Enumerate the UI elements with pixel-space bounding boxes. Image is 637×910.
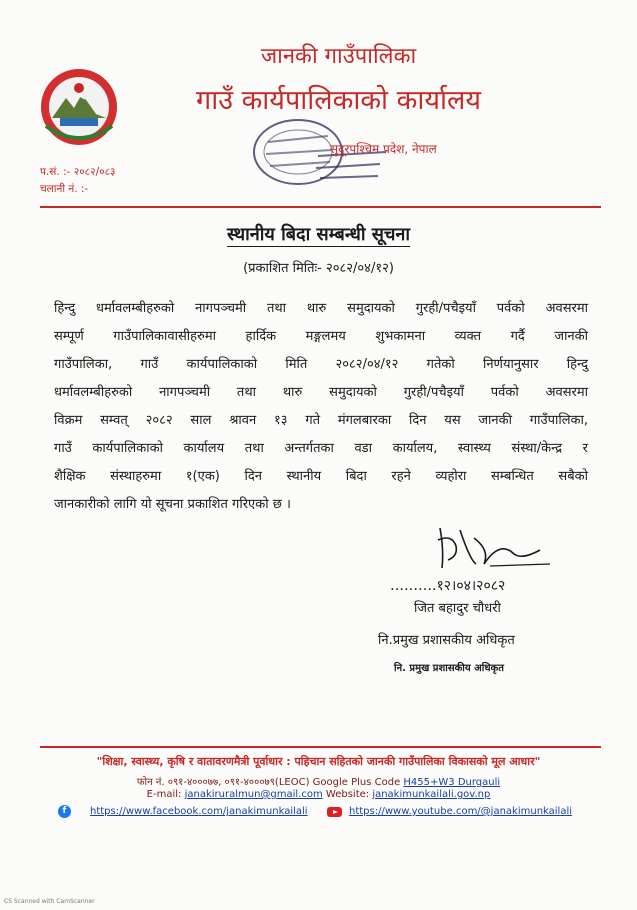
body-line: विक्रम सम्वत् २०८२ साल श्रावन १३ गते मंगलबारका दिन यस जानकी गाउँपालिका, (54, 413, 588, 428)
footer-phone: फोन नं. ०९१-४०००७७, ०९१-४०००७९(LEOC) Google Plus Code H455+W3 Durgauli (136, 777, 501, 788)
handwritten-signature (430, 520, 560, 572)
facebook-icon: f (58, 805, 71, 818)
website-link[interactable]: janakimunkailali.gov.np (372, 789, 491, 800)
office-address: सुदूरपश्चिम प्रदेश, नेपाल (330, 142, 437, 156)
footer-slogan: "शिक्षा, स्वास्थ्य, कृषि र वातावरणमैत्री पूर्वाधार : पहिचान सहितको जानकी गाउँपालिका विकासको मूल आधार" (96, 755, 541, 768)
letter-number: प.सं. :- २०८२/०८३ (40, 166, 116, 178)
body-line: धर्मावलम्बीहरुको नागपञ्चमी तथा थारु समुदायको गुरही/पचैइयाँ पर्वको अवसरमा (54, 385, 588, 400)
notice-title: स्थानीय बिदा सम्बन्धी सूचना (226, 224, 411, 245)
signature-date: ……….१२।०४।२०८२ (390, 578, 506, 594)
plus-code: H455+W3 Durgauli (403, 777, 501, 788)
body-line: सम्पूर्ण गाउँपालिकावासीहरुमा हार्दिक मङ्गलमय शुभकामना व्यक्त गर्दै जानकी (54, 329, 588, 344)
body-line: गाउँपालिका, गाउँ कार्यपालिकाको मिति २०८२/०४/१२ गतेको निर्णयानुसार हिन्दु (54, 357, 588, 372)
published-date: (प्रकाशित मितिः- २०८२/०४/१२) (243, 261, 394, 276)
footer-email-website: E-mail: janakiruralmun@gmail.com Website: janakimunkailali.gov.np (146, 789, 491, 800)
signatory-name: जित बहादुर चौधरी (414, 601, 501, 616)
body-line: शैक्षिक संस्थाहरुमा १(एक) दिन स्थानीय बिदा रहने व्यहोरा सम्बन्धित सबैको (54, 469, 588, 484)
facebook-link[interactable]: https://www.facebook.com/janakimunkailali (90, 806, 308, 817)
org-name: जानकी गाउँपालिका (260, 44, 417, 69)
signatory-designation: नि.प्रमुख प्रशासकीय अधिकृत (378, 633, 515, 648)
scanner-watermark: CS Scanned with CamScanner (4, 898, 95, 905)
body-line: जानकारीको लागि यो सूचना प्रकाशित गरिएको छ । (54, 497, 291, 512)
youtube-link[interactable]: https://www.youtube.com/@janakimunkailali (349, 806, 573, 817)
designation-seal: नि. प्रमुख प्रशासकीय अधिकृत (394, 663, 504, 674)
email-link[interactable]: janakiruralmun@gmail.com (184, 789, 323, 800)
footer-divider (40, 746, 601, 748)
body-line: गाउँ कार्यपालिकाको कार्यालय तथा अन्तर्गतका वडा कार्यालय, स्वास्थ्य संस्था/केन्द्र र (54, 441, 588, 456)
office-name: गाउँ कार्यपालिकाको कार्यालय (196, 85, 481, 116)
dispatch-number: चलानी नं. :- (40, 183, 89, 195)
body-line: हिन्दु धर्मावलम्बीहरुको नागपञ्चमी तथा थारु समुदायको गुरही/पचैइयाँ पर्वको अवसरमा (54, 301, 588, 316)
youtube-icon (327, 807, 342, 817)
header-divider (40, 206, 601, 208)
